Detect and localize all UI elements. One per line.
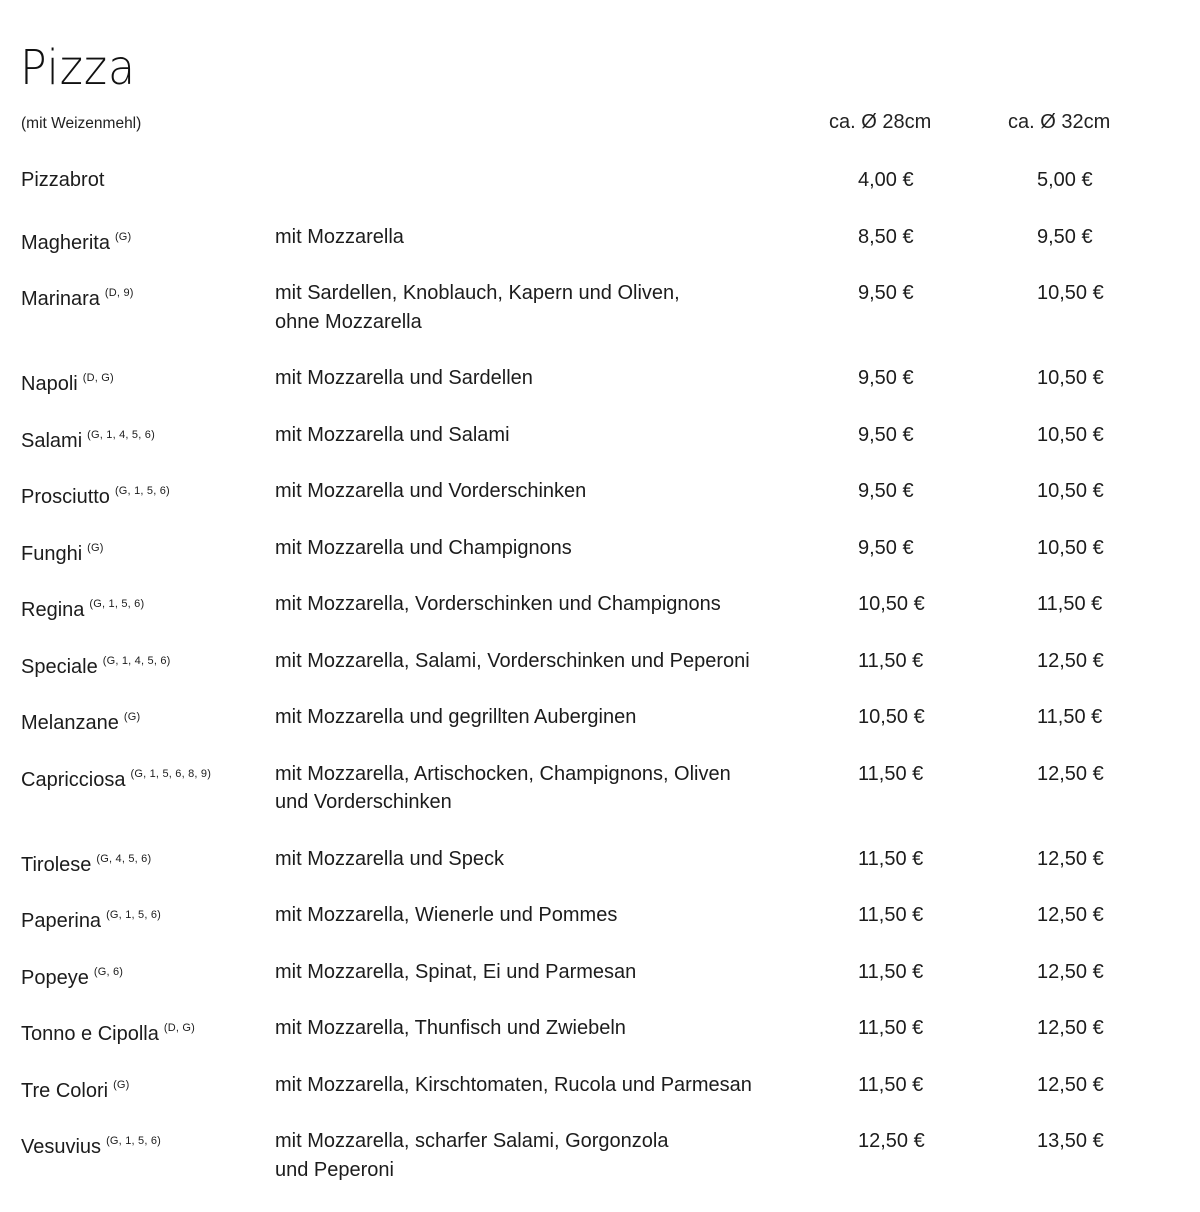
price-small: 8,50 € bbox=[858, 225, 914, 248]
allergen-codes: (G) bbox=[113, 1078, 130, 1091]
price-small: 9,50 € bbox=[858, 423, 914, 446]
item-name-group bbox=[21, 1014, 195, 1049]
item-name-group bbox=[21, 901, 161, 936]
item-name-group bbox=[21, 1127, 161, 1162]
menu-item bbox=[0, 477, 1200, 534]
item-name: Funghi bbox=[21, 542, 83, 565]
item-description: mit Mozzarella, Vorderschinken und Champignons bbox=[275, 593, 721, 615]
size-header-large: ca. Ø 32cm bbox=[1008, 111, 1111, 133]
item-description: mit Mozzarella, Kirschtomaten, Rucola und Parmesan bbox=[275, 1073, 752, 1096]
menu-item bbox=[0, 703, 1200, 760]
page-title: Pizza bbox=[20, 40, 136, 96]
item-name-group bbox=[21, 958, 123, 993]
item-name: Tonno e Cipolla bbox=[21, 1023, 159, 1045]
price-small: 11,50 € bbox=[858, 649, 924, 672]
item-name: Tirolese bbox=[21, 853, 92, 876]
price-large: 12,50 € bbox=[1037, 847, 1104, 870]
menu-item bbox=[0, 1127, 1200, 1212]
price-large: 12,50 € bbox=[1037, 1073, 1104, 1096]
allergen-codes: (G, 1, 5, 6) bbox=[106, 1135, 162, 1147]
item-description: mit Mozzarella, Thunfisch und Zwiebeln bbox=[275, 1017, 626, 1039]
item-name: Prosciutto bbox=[21, 486, 110, 508]
price-large: 12,50 € bbox=[1037, 904, 1104, 926]
item-name: Popeye bbox=[21, 966, 89, 989]
item-name: Tre Colori bbox=[21, 1079, 109, 1102]
menu-item bbox=[0, 1014, 1200, 1071]
price-small: 9,50 € bbox=[858, 536, 914, 559]
item-name: Melanzane bbox=[21, 712, 119, 734]
item-description: mit Mozzarella, Spinat, Ei und Parmesan bbox=[275, 960, 637, 983]
allergen-codes: (G, 1, 4, 5, 6) bbox=[102, 654, 171, 667]
price-small: 9,50 € bbox=[858, 367, 914, 389]
item-description: mit Mozzarella und Vorderschinken bbox=[275, 480, 587, 502]
price-large: 12,50 € bbox=[1037, 960, 1104, 983]
menu-list bbox=[0, 166, 1200, 1212]
price-large: 5,00 € bbox=[1037, 169, 1093, 191]
menu-item bbox=[0, 421, 1200, 478]
price-large: 12,50 € bbox=[1037, 762, 1104, 785]
item-name-group bbox=[21, 845, 151, 880]
price-large: 10,50 € bbox=[1037, 367, 1104, 389]
price-large: 11,50 € bbox=[1037, 706, 1103, 728]
price-large: 13,50 € bbox=[1037, 1130, 1104, 1152]
item-name-group bbox=[21, 279, 134, 314]
price-small: 11,50 € bbox=[858, 960, 924, 983]
menu-item bbox=[0, 534, 1200, 591]
item-name: Magherita bbox=[21, 231, 110, 254]
menu-item bbox=[0, 901, 1200, 958]
item-name-group bbox=[21, 703, 140, 738]
allergen-codes: (D, G) bbox=[82, 372, 114, 384]
item-name-group bbox=[21, 364, 114, 399]
allergen-codes: (G, 6) bbox=[93, 965, 124, 978]
allergen-codes: (G, 1, 5, 6) bbox=[106, 909, 162, 921]
item-name: Napoli bbox=[21, 373, 78, 395]
allergen-codes: (G, 1, 5, 6, 8, 9) bbox=[130, 767, 212, 780]
allergen-codes: (G) bbox=[87, 541, 104, 554]
menu-item bbox=[0, 845, 1200, 902]
price-large: 10,50 € bbox=[1037, 423, 1104, 446]
item-description: mit Mozzarella, Artischocken, Champignons, Oliven und Vorderschinken bbox=[275, 762, 731, 813]
menu-item bbox=[0, 958, 1200, 1015]
item-name: Capricciosa bbox=[21, 768, 126, 791]
price-small: 11,50 € bbox=[858, 904, 924, 926]
item-description: mit Mozzarella und gegrillten Auberginen bbox=[275, 706, 637, 728]
price-large: 9,50 € bbox=[1037, 225, 1093, 248]
item-name-group bbox=[21, 647, 171, 682]
price-small: 10,50 € bbox=[858, 593, 925, 615]
menu-item bbox=[0, 223, 1200, 280]
price-large: 12,50 € bbox=[1037, 649, 1104, 672]
allergen-codes: (D, 9) bbox=[104, 287, 134, 299]
menu-item bbox=[0, 364, 1200, 421]
allergen-codes: (D, G) bbox=[163, 1022, 196, 1034]
item-name-group bbox=[21, 166, 104, 195]
menu-item bbox=[0, 590, 1200, 647]
item-description: mit Mozzarella und Champignons bbox=[275, 536, 572, 559]
allergen-codes: (G, 1, 5, 6) bbox=[89, 598, 145, 610]
allergen-codes: (G, 1, 4, 5, 6) bbox=[87, 428, 155, 441]
item-name: Speciale bbox=[21, 655, 98, 678]
item-description: mit Mozzarella bbox=[275, 225, 404, 248]
price-large: 10,50 € bbox=[1037, 480, 1104, 502]
price-small: 11,50 € bbox=[858, 1017, 924, 1039]
item-name: Paperina bbox=[21, 910, 102, 932]
menu-item bbox=[0, 1071, 1200, 1128]
size-header-small: ca. Ø 28cm bbox=[829, 111, 932, 133]
price-small: 11,50 € bbox=[858, 847, 924, 870]
item-description bbox=[275, 166, 795, 195]
item-name-group bbox=[21, 477, 170, 512]
price-small: 9,50 € bbox=[858, 480, 914, 502]
price-small: 10,50 € bbox=[858, 706, 925, 728]
item-name: Pizzabrot bbox=[21, 169, 105, 191]
allergen-codes: (G) bbox=[123, 711, 141, 723]
price-large: 10,50 € bbox=[1037, 536, 1104, 559]
item-description: mit Mozzarella, Wienerle und Pommes bbox=[275, 904, 618, 926]
menu-item bbox=[0, 166, 1200, 223]
item-name-group bbox=[21, 421, 155, 456]
allergen-codes: (G) bbox=[114, 230, 132, 243]
price-small: 9,50 € bbox=[858, 282, 914, 304]
price-small: 11,50 € bbox=[858, 1073, 924, 1096]
item-description: mit Mozzarella und Sardellen bbox=[275, 367, 533, 389]
item-name: Regina bbox=[21, 599, 85, 621]
allergen-codes: (G, 4, 5, 6) bbox=[96, 852, 152, 865]
item-name: Salami bbox=[21, 429, 83, 452]
allergen-codes: (G, 1, 5, 6) bbox=[114, 485, 170, 497]
item-name: Marinara bbox=[21, 288, 100, 310]
item-description: mit Sardellen, Knoblauch, Kapern und Oliven, ohne Mozzarella bbox=[275, 282, 680, 333]
item-name-group bbox=[21, 590, 144, 625]
price-large: 11,50 € bbox=[1037, 593, 1103, 615]
menu-item bbox=[0, 760, 1200, 845]
item-name: Vesuvius bbox=[21, 1136, 102, 1158]
item-description: mit Mozzarella, Salami, Vorderschinken und Peperoni bbox=[275, 649, 750, 672]
item-description: mit Mozzarella und Salami bbox=[275, 423, 510, 446]
item-name-group bbox=[21, 223, 131, 258]
price-large: 10,50 € bbox=[1037, 282, 1104, 304]
item-name-group bbox=[21, 534, 104, 569]
item-name-group bbox=[21, 760, 211, 795]
flour-note: (mit Weizenmehl) bbox=[21, 115, 142, 132]
menu-item bbox=[0, 647, 1200, 704]
item-name-group bbox=[21, 1071, 130, 1106]
price-small: 4,00 € bbox=[858, 169, 914, 191]
price-small: 11,50 € bbox=[858, 762, 924, 785]
item-description: mit Mozzarella und Speck bbox=[275, 847, 504, 870]
menu-item bbox=[0, 279, 1200, 364]
price-large: 12,50 € bbox=[1037, 1017, 1104, 1039]
price-small: 12,50 € bbox=[858, 1130, 925, 1152]
item-description: mit Mozzarella, scharfer Salami, Gorgonzola und Peperoni bbox=[275, 1130, 669, 1181]
